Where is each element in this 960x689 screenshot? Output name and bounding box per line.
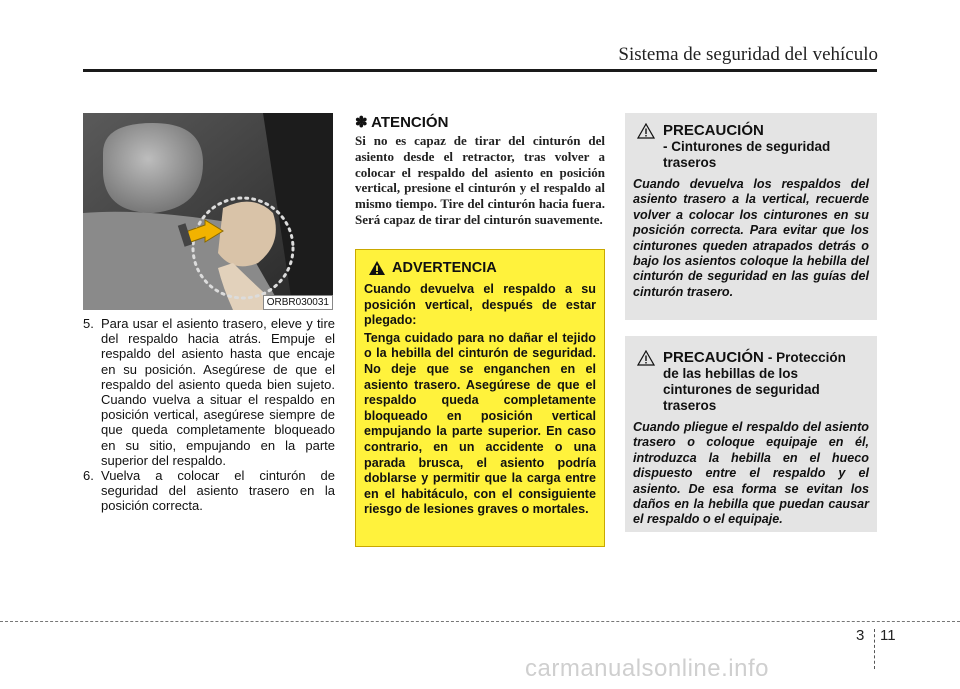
- warning-text: Tenga cuidado para no dañar el tejido o la hebilla del cinturón de seguridad. No deje que se enganchen en el asiento trasero. Asegúrese de que el respaldo queda completamente bloqueado en posición vertical empujando la parte superior. En caso contrario, en un accidente o una parada brusca, el asiento podría doblarse y permitir que la carga entre en el habitáculo, con el consiguiente riesgo de lesiones graves o mortales.: [364, 330, 596, 517]
- footer-rule: [0, 621, 960, 622]
- running-header-title: Sistema de seguridad del vehículo: [618, 44, 878, 65]
- watermark: carmanualsonline.info: [525, 655, 769, 682]
- step-number: 5.: [83, 316, 94, 331]
- warning-header: [368, 260, 596, 276]
- caution-triangle-icon: [637, 350, 655, 366]
- page-number: 11: [880, 627, 896, 644]
- header-rule: [83, 69, 877, 72]
- attention-body: Si no es capaz de tirar del cinturón del asiento desde el retractor, tras volver a colocar el respaldo del asiento en posición vertical, presione el cinturón y el respaldo al mismo tiempo. Tire del cinturón hacia fuera. Será capaz de tirar del cinturón suavemente.: [355, 133, 605, 227]
- instruction-steps: [83, 316, 335, 514]
- warning-title: ADVERTENCIA: [392, 260, 497, 276]
- caution-title: PRECAUCIÓN: [663, 122, 764, 139]
- caution-title: PRECAUCIÓN: [663, 349, 764, 366]
- seatback-illustration: [83, 113, 333, 310]
- caution-subtitle: - Cinturones de seguridad traseros: [663, 139, 831, 170]
- attention-title: ✽ ATENCIÓN: [355, 114, 449, 131]
- warning-triangle-icon: [368, 260, 386, 276]
- caution-triangle-icon: [637, 123, 655, 139]
- step-number: 6.: [83, 468, 94, 484]
- caution-body: Cuando pliegue el respaldo del asiento trasero o coloque equipaje en él, introduzca la hebilla en el hueco dispuesto entre el respaldo y el asiento. De esa forma se evitan los daños en la hebilla que puedan causar el respaldo o el equipaje.: [633, 420, 869, 527]
- seatback-photo: [83, 113, 333, 310]
- warning-box: [355, 249, 605, 547]
- photo-reference-code: ORBR030031: [263, 295, 333, 310]
- list-item: [83, 316, 335, 468]
- caution-box-buckle-protection: [625, 336, 877, 532]
- step-text: Para usar el asiento trasero, eleve y tire del respaldo hacia atrás. Empuje el respaldo del asiento hasta que encaje en su posición. Asegúrese de que el respaldo del asiento queda bien sujeto. Cuando vuelva a situar el respaldo en posición vertical, asegúrese siempre de que queda completamente bloqueado en su sitio, empujando en la parte superior del respaldo.: [101, 316, 335, 468]
- page-number-separator: [874, 629, 875, 669]
- list-item: [83, 468, 335, 514]
- caution-body: Cuando devuelva los respaldos del asiento trasero a la vertical, recuerde volver a colocar los cinturones en su posición correcta. Para evitar que los cinturones queden atrapados detrás o bajo los asientos coloque la hebilla del cinturón de seguridad en las guías del cinturón trasero.: [633, 177, 869, 299]
- caution-header: [637, 123, 869, 171]
- caution-subtitle-inline: - Protección: [767, 350, 846, 365]
- caution-box-rear-belts: [625, 113, 877, 320]
- step-text: Vuelva a colocar el cinturón de seguridad del asiento trasero en la posición correcta.: [101, 468, 335, 514]
- caution-subtitle: de las hebillas de los cinturones de seguridad traseros: [663, 366, 820, 413]
- chapter-number: 3: [856, 627, 865, 644]
- warning-intro: Cuando devuelva el respaldo a su posición vertical, después de estar plegado:: [364, 282, 596, 328]
- caution-header: [637, 350, 869, 414]
